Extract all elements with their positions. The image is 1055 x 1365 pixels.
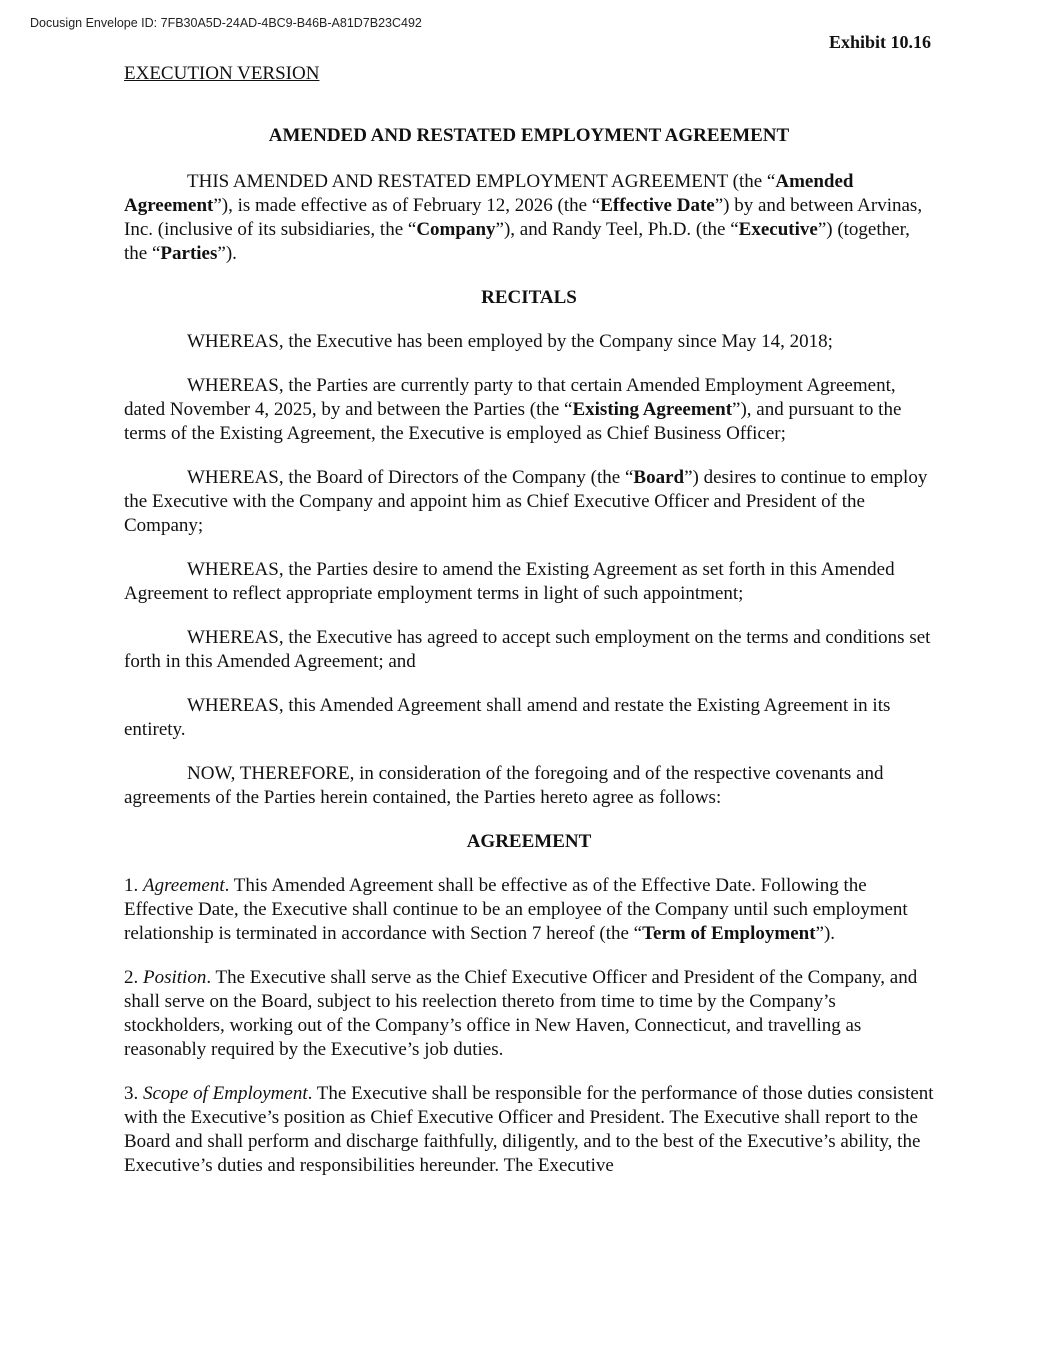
- recital-paragraph: WHEREAS, the Executive has agreed to accept such employment on the terms and conditions set forth in this Amended Agreement; and: [124, 627, 931, 672]
- therefore-paragraph: NOW, THEREFORE, in consideration of the foregoing and of the respective covenants and agreements of the Parties herein contained, the Parties hereto agree as follows:: [124, 763, 884, 808]
- document-body: [124, 124, 934, 1198]
- recital-paragraph: WHEREAS, the Parties are currently party to that certain Amended Employment Agreement, dated November 4, 2025, by and between the Parties (the “Existing Agreement”), and pursuant to the terms of the Existing Agreement, the Executive is employed as Chief Business Officer;: [124, 375, 902, 444]
- docusign-envelope-id: Docusign Envelope ID: 7FB30A5D-24AD-4BC9-B46B-A81D7B23C492: [30, 16, 422, 30]
- agreement-heading: AGREEMENT: [466, 831, 592, 852]
- section-3-scope: 3. Scope of Employment. The Executive shall be responsible for the performance of those duties consistent with the Executive’s position as Chief Executive Officer and President. The Executive shall report to the Board and shall perform and discharge faithfully, diligently, and to the best of the Executive’s ability, the Executive’s duties and responsibilities hereunder. The Executive: [124, 1083, 934, 1176]
- section-2-position: 2. Position. The Executive shall serve as the Chief Executive Officer and President of the Company, and shall serve on the Board, subject to his reelection thereto from time to time by the Company’s stockholders, working out of the Company’s office in New Haven, Connecticut, and travelling as reasonably required by the Executive’s job duties.: [124, 967, 918, 1060]
- recitals-heading: RECITALS: [481, 287, 577, 308]
- recital-paragraph: WHEREAS, the Executive has been employed by the Company since May 14, 2018;: [187, 331, 833, 352]
- exhibit-label: Exhibit 10.16: [828, 32, 931, 52]
- intro-paragraph: THIS AMENDED AND RESTATED EMPLOYMENT AGREEMENT (the “Amended Agreement”), is made effective as of February 12, 2026 (the “Effective Date”) by and between Arvinas, Inc. (inclusive of its subsidiaries, the “Company”), and Randy Teel, Ph.D. (the “Executive”) (together, the “Parties”).: [124, 171, 923, 264]
- document-title: AMENDED AND RESTATED EMPLOYMENT AGREEMENT: [268, 125, 790, 146]
- recital-paragraph: WHEREAS, this Amended Agreement shall amend and restate the Existing Agreement in its entirety.: [124, 695, 891, 740]
- section-1-agreement: 1. Agreement. This Amended Agreement shall be effective as of the Effective Date. Following the Effective Date, the Executive shall continue to be an employee of the Company until such employment relationship is terminated in accordance with Section 7 hereof (the “Term of Employment”).: [124, 875, 908, 944]
- recital-paragraph: WHEREAS, the Parties desire to amend the Existing Agreement as set forth in this Amended Agreement to reflect appropriate employment terms in light of such appointment;: [124, 559, 895, 604]
- recital-paragraph: WHEREAS, the Board of Directors of the Company (the “Board”) desires to continue to employ the Executive with the Company and appoint him as Chief Executive Officer and President of the Company;: [124, 467, 928, 536]
- execution-version-label: EXECUTION VERSION: [124, 63, 320, 84]
